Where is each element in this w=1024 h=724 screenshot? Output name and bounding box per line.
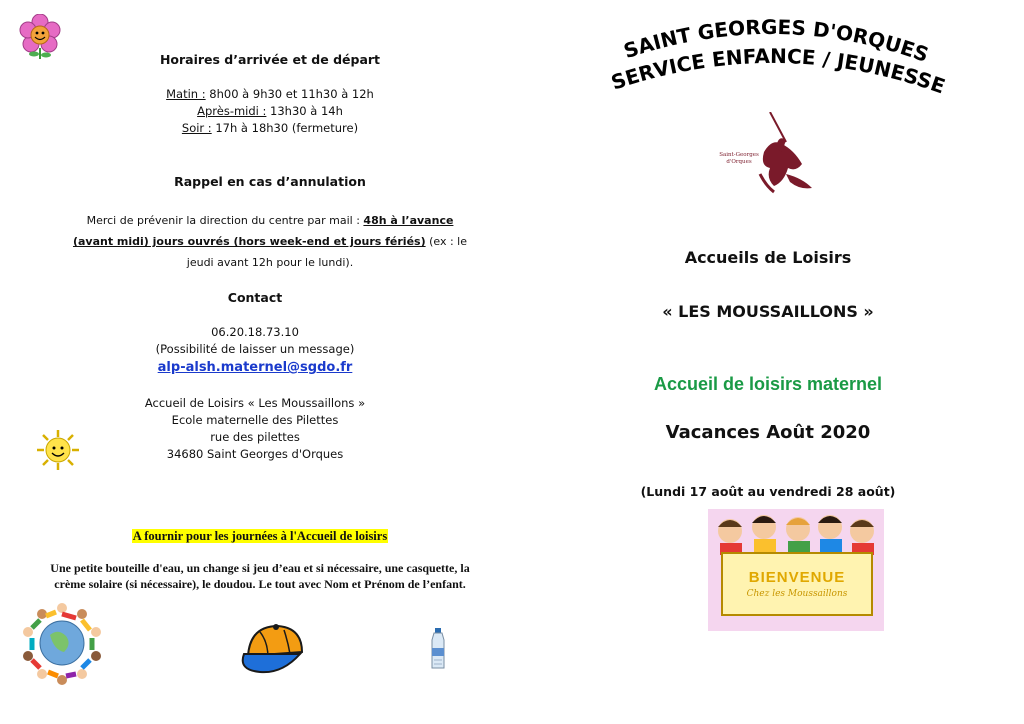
flower-icon	[18, 14, 62, 60]
water-bottle-icon	[428, 628, 448, 670]
arc-line2: SERVICE ENFANCE / JEUNESSE	[608, 43, 949, 99]
town-logo	[716, 112, 820, 198]
sun-icon	[34, 428, 82, 472]
cap-icon	[238, 618, 310, 678]
hours-evening: Soir : 17h à 18h30 (fermeture)	[181, 121, 359, 135]
cancel-text: Merci de prévenir la direction du centre par mail : 48h à l’avance (avant midi) jours ouvrés (hors week-end et jours fériés) (ex : le jeudi avant 12h pour le lundi).	[72, 214, 468, 269]
welcome-banner	[708, 509, 884, 631]
banner-subtext: Chez les Moussaillons	[746, 589, 848, 599]
kids-group	[718, 515, 874, 555]
kids-globe-image	[20, 600, 104, 686]
contact-block	[100, 324, 410, 378]
cancel-title: Rappel en cas d’annulation	[174, 174, 366, 189]
banner-text: BIENVENUE	[748, 569, 846, 586]
hours-title: Horaires d’arrivée et de départ	[159, 52, 381, 67]
green-title: Accueil de loisirs maternel	[653, 374, 883, 394]
contact-title: Contact	[227, 290, 283, 305]
hours-morning: Matin : 8h00 à 9h30 et 11h30 à 12h	[166, 87, 374, 101]
arched-header	[600, 12, 960, 102]
hours-afternoon: Après-midi : 13h30 à 14h	[197, 104, 343, 118]
dates-line: (Lundi 17 août au vendredi 28 août)	[640, 484, 896, 499]
supply-text: Une petite bouteille d'eau, un change si jeu d’eau et si nécessaire, une casquette, la crème solaire (si nécessaire), le doudou. Le tout avec Nom et Prénom de l’enfant.	[50, 561, 470, 591]
phone: 06.20.18.73.10	[211, 325, 299, 339]
title-moussaillons: « LES MOUSSAILLONS »	[662, 302, 874, 321]
supply-title: A fournir pour les journées à l'Accueil de loisirs	[132, 529, 388, 543]
vacances-title: Vacances Août 2020	[665, 422, 871, 443]
logo-text: Saint-Georges d'Orques	[719, 152, 759, 165]
hours-list	[120, 86, 420, 137]
address-block: Accueil de Loisirs « Les Moussaillons » Ecole maternelle des Pilettes rue des pilettes 34680 Saint Georges d'Orques	[144, 396, 366, 461]
phone-note: (Possibilité de laisser un message)	[155, 342, 355, 356]
email-link[interactable]: alp-alsh.maternel@sgdo.fr	[157, 360, 353, 375]
arc-line1: SAINT GEORGES D'ORQUES	[620, 14, 932, 67]
title-accueils: Accueils de Loisirs	[684, 248, 852, 267]
